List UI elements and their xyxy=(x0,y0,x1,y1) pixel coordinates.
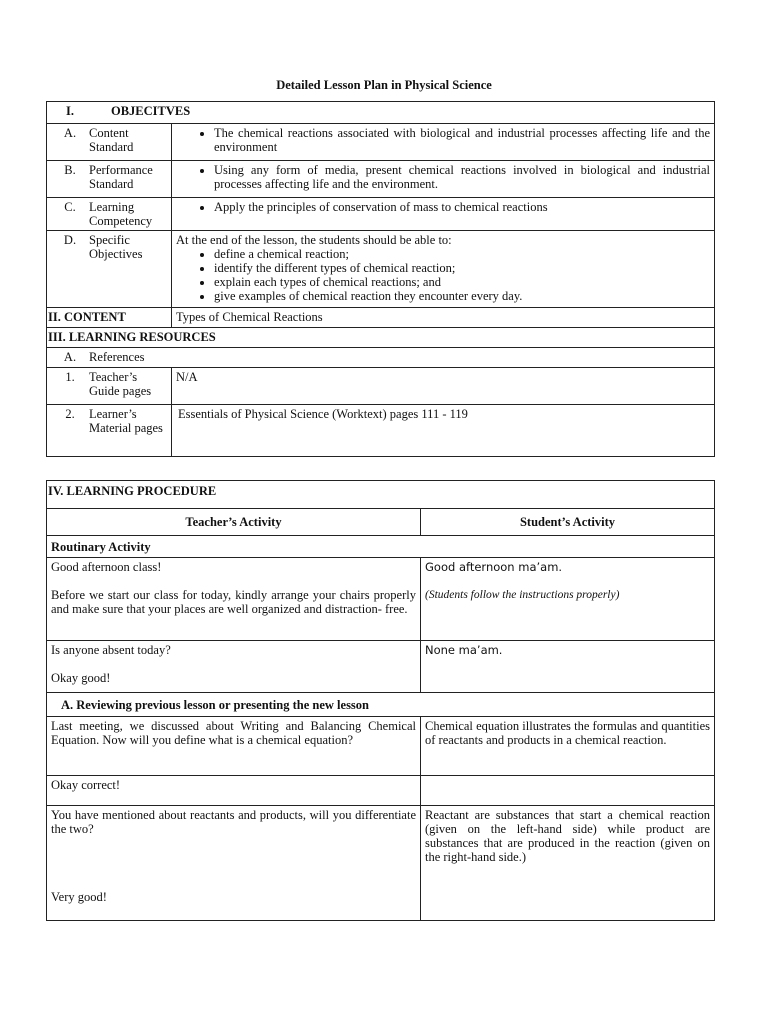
references-label: References xyxy=(89,350,145,364)
teachers-guide-value: N/A xyxy=(172,368,715,405)
column-header-row xyxy=(47,509,715,536)
learners-material-row xyxy=(47,405,715,457)
specific-objectives-num: D. xyxy=(63,233,77,247)
resources-label: III. LEARNING RESOURCES xyxy=(47,328,715,348)
content-standard-row xyxy=(47,124,715,161)
objectives-num: I. xyxy=(66,104,74,118)
procedure-heading: IV. LEARNING PROCEDURE xyxy=(47,481,715,509)
specific-objectives-intro: At the end of the lesson, the students should be able to: xyxy=(176,233,452,247)
student-activity-header: Student’s Activity xyxy=(421,509,715,536)
table-row xyxy=(47,776,715,806)
teacher-instructions: Before we start our class for today, kindly arrange your chairs properly and make sure that your places are well organized and distraction- free. xyxy=(51,588,416,616)
teachers-guide-label: Teacher’s Guide pages xyxy=(89,370,152,398)
teacher-greeting: Good afternoon class! xyxy=(51,560,162,574)
student-differentiate-answer: Reactant are substances that start a chemical reaction (given on the left-hand side) while product are substances that are produced in the reaction (given on the right-hand side.) xyxy=(421,806,715,921)
learners-material-num: 2. xyxy=(65,407,75,421)
objectives-row xyxy=(47,102,715,124)
list-item: • give examples of chemical reaction they encounter every day. xyxy=(214,289,710,303)
routinary-activity-label: Routinary Activity xyxy=(47,536,715,558)
content-standard-bullet: • The chemical reactions associated with biological and industrial processes affecting life and the environment xyxy=(214,126,710,154)
learning-competency-row xyxy=(47,198,715,231)
section-a-heading: A. Reviewing previous lesson or presenting the new lesson xyxy=(47,693,715,717)
teacher-attendance-question: Is anyone absent today? xyxy=(51,643,171,657)
references-row xyxy=(47,348,715,368)
resources-row xyxy=(47,328,715,348)
teacher-okay-good: Okay good! xyxy=(51,671,111,685)
teacher-very-good: Very good! xyxy=(51,890,107,904)
teacher-activity-header: Teacher’s Activity xyxy=(47,509,421,536)
list-item: • identify the different types of chemical reaction; xyxy=(214,261,710,275)
learners-material-label: Learner’s Material pages xyxy=(89,407,163,435)
learning-competency-label: Learning Competency xyxy=(89,200,153,228)
teachers-guide-num: 1. xyxy=(65,370,75,384)
objectives-heading xyxy=(47,102,715,124)
teacher-review-question: Last meeting, we discussed about Writing and Balancing Chemical Equation. Now will you define what is a chemical equation? xyxy=(47,717,421,776)
performance-standard-row xyxy=(47,161,715,198)
learning-competency-bullet: • Apply the principles of conservation of mass to chemical reactions xyxy=(214,200,710,214)
references-num: A. xyxy=(63,350,77,364)
content-row xyxy=(47,308,715,328)
learners-material-value: Essentials of Physical Science (Worktext) pages 111 - 119 xyxy=(172,405,715,457)
procedure-heading-row xyxy=(47,481,715,509)
teachers-guide-row xyxy=(47,368,715,405)
teacher-okay-correct: Okay correct! xyxy=(47,776,421,806)
performance-standard-bullet: • Using any form of media, present chemical reactions involved in biological and industrial processes affecting life and the environment. xyxy=(214,163,710,191)
routinary-row xyxy=(47,536,715,558)
table-row xyxy=(47,717,715,776)
content-value: Types of Chemical Reactions xyxy=(172,308,715,328)
performance-standard-num: B. xyxy=(64,163,76,177)
specific-objectives-row xyxy=(47,231,715,308)
table-row xyxy=(47,806,715,921)
student-review-answer: Chemical equation illustrates the formulas and quantities of reactants and products in a chemical reaction. xyxy=(421,717,715,776)
content-standard-label: Content Standard xyxy=(89,126,134,154)
procedure-table xyxy=(46,480,715,921)
learning-competency-num: C. xyxy=(64,200,76,214)
specific-objectives-label: Specific Objectives xyxy=(89,233,143,261)
objectives-title: OBJECITVES xyxy=(111,104,191,118)
teacher-differentiate-question: You have mentioned about reactants and products, will you differentiate the two? xyxy=(51,808,416,836)
content-label: II. CONTENT xyxy=(47,308,172,328)
section-a-row xyxy=(47,693,715,717)
document-title: Detailed Lesson Plan in Physical Science xyxy=(276,78,492,92)
performance-standard-label: Performance Standard xyxy=(89,163,153,191)
student-attendance-answer: None ma’am. xyxy=(425,643,503,657)
table-row xyxy=(47,641,715,693)
content-standard-num: A. xyxy=(63,126,77,140)
list-item: • define a chemical reaction; xyxy=(214,247,710,261)
student-action: (Students follow the instructions properly) xyxy=(425,589,620,601)
table-row xyxy=(47,558,715,641)
student-greeting: Good afternoon ma’am. xyxy=(425,560,563,574)
objectives-table xyxy=(46,101,715,457)
list-item: • explain each types of chemical reactions; and xyxy=(214,275,710,289)
